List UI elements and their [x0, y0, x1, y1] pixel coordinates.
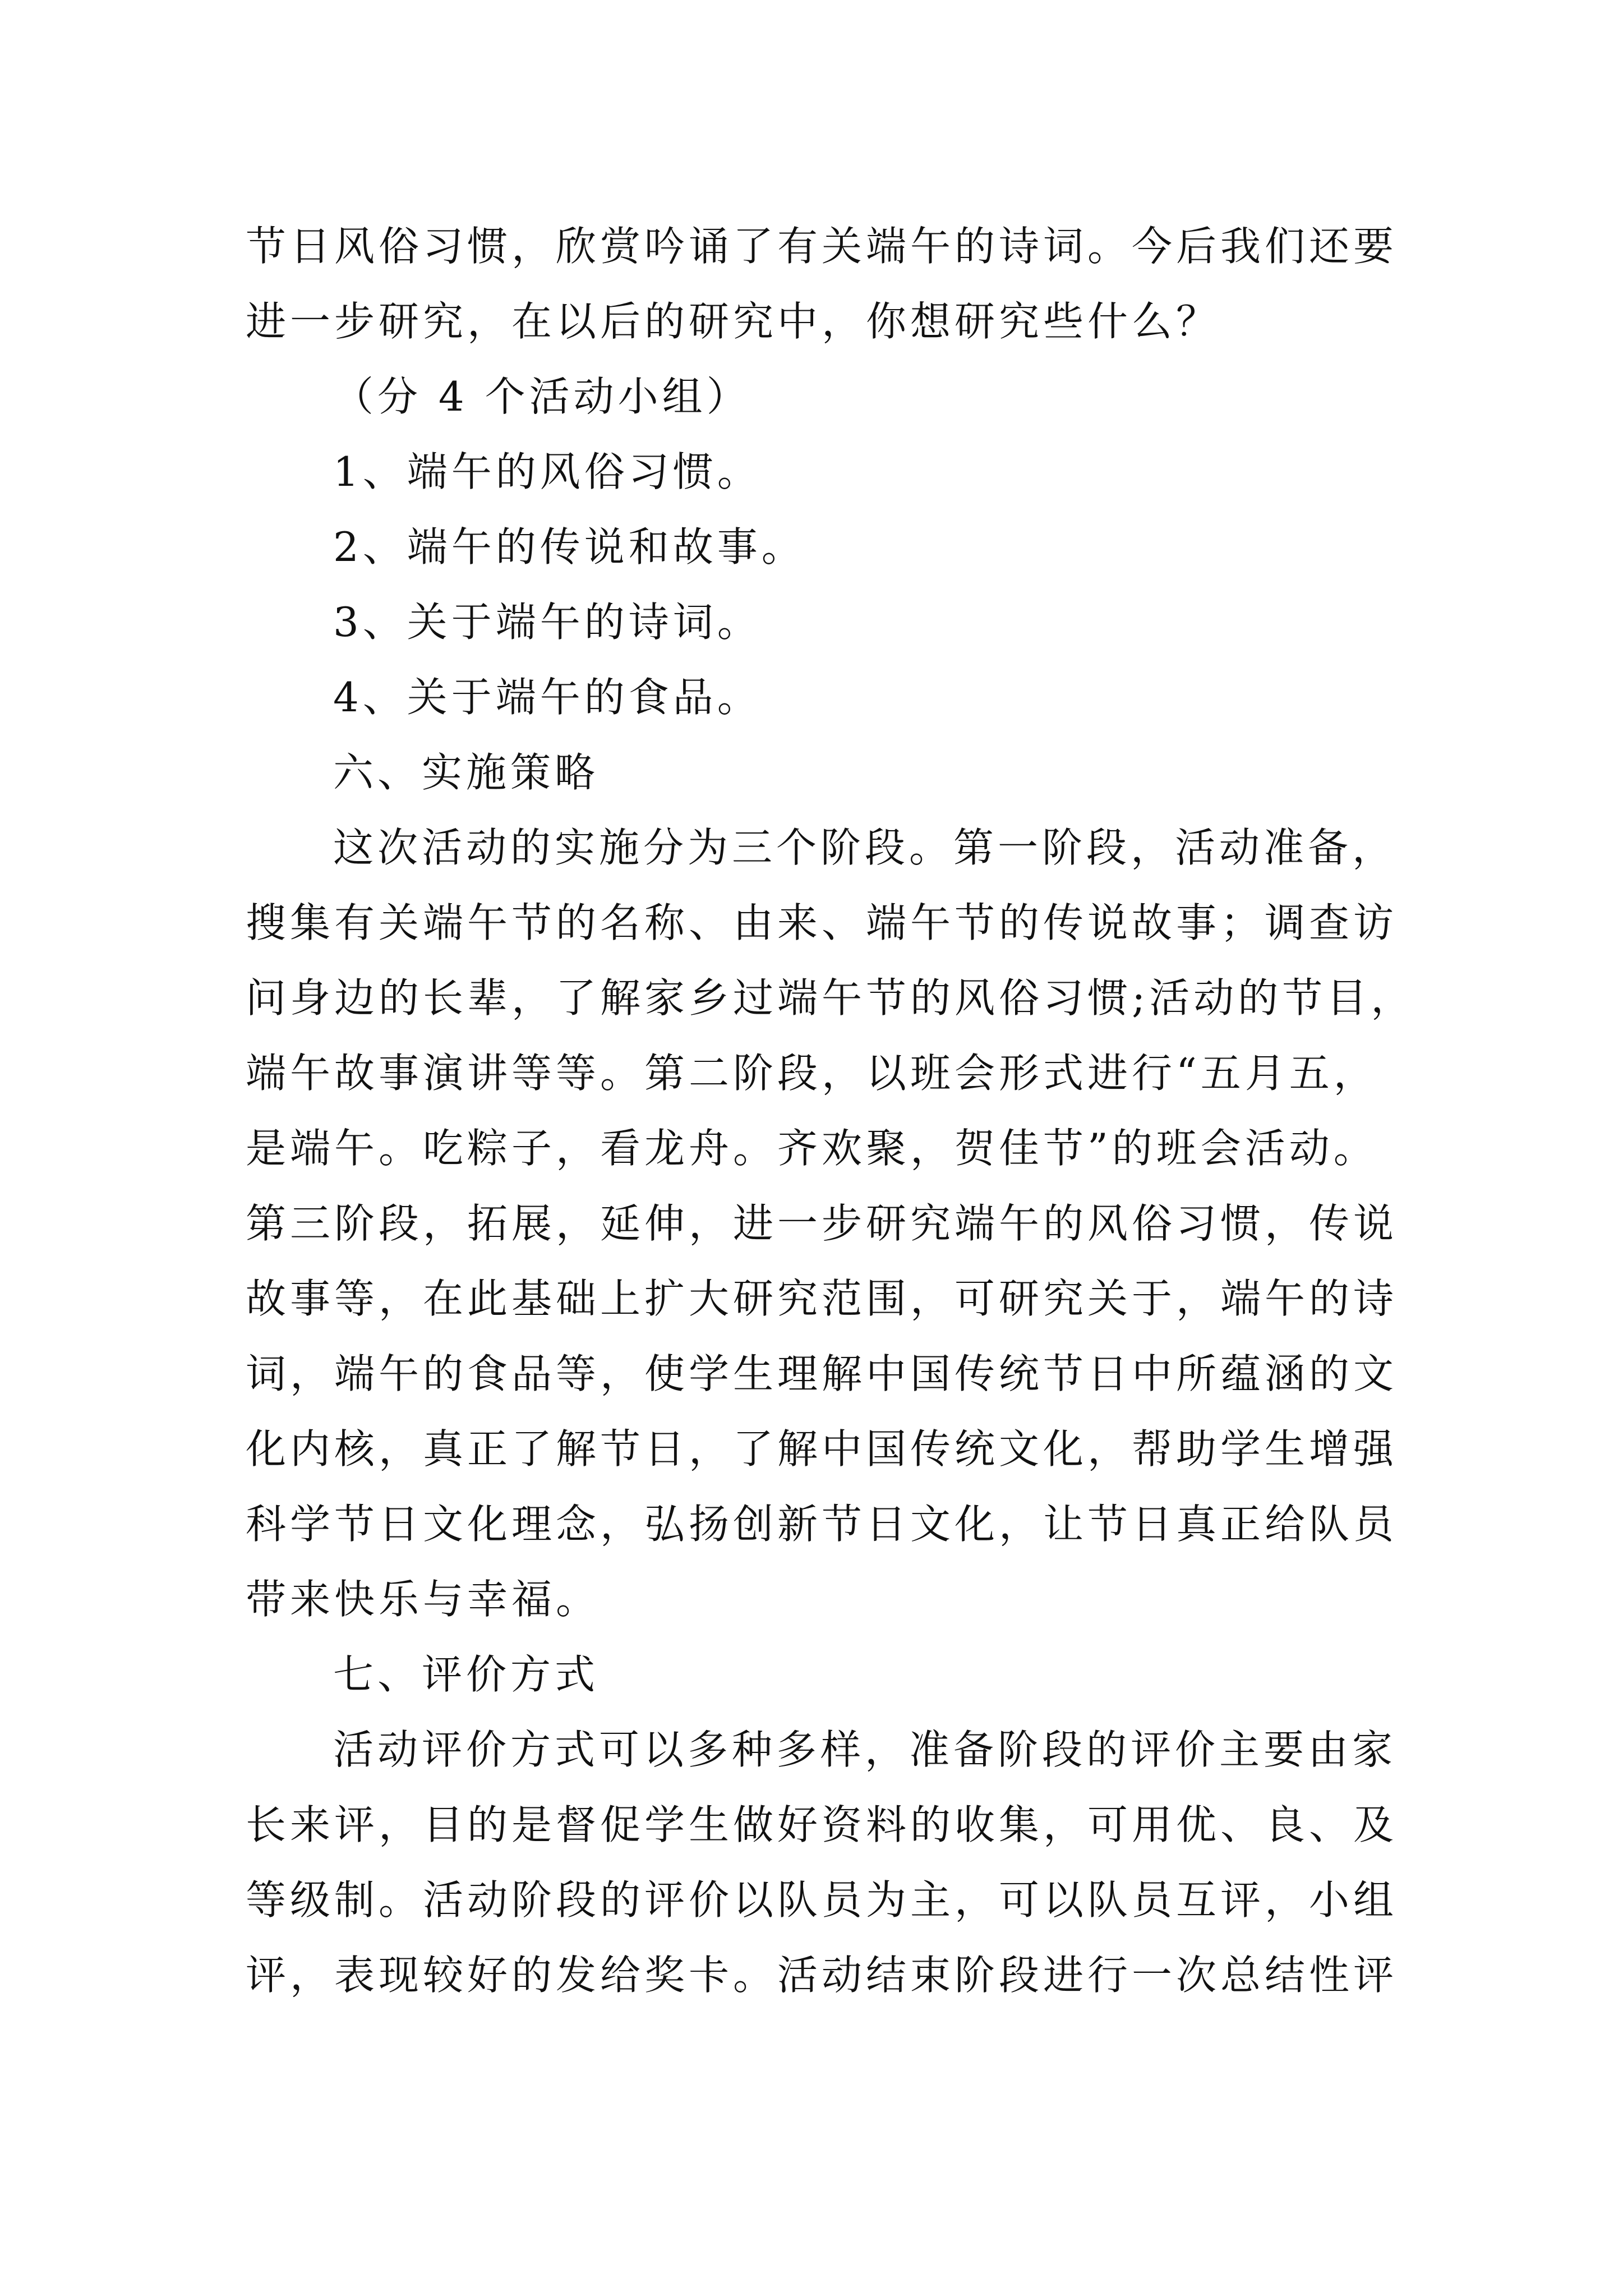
document-body	[246, 209, 1415, 2013]
paragraph-line: 长来评，目的是督促学生做好资料的收集，可用优、良、及	[246, 1801, 1398, 1848]
paragraph-line: 问身边的长辈，了解家乡过端午节的风俗习惯;活动的节目，	[246, 974, 1415, 1022]
paragraph-line: 评，表现较好的发给奖卡。活动结束阶段进行一次总结性评	[246, 1952, 1398, 1999]
paragraph-line: 是端午。吃粽子，看龙舟。齐欢聚，贺佳节”的班会活动。	[246, 1125, 1378, 1172]
paragraph-line: 这次活动的实施分为三个阶段。第一阶段，活动准备，	[333, 824, 1397, 871]
paragraph-line: 节日风俗习惯，欣赏吟诵了有关端午的诗词。今后我们还要	[246, 223, 1398, 270]
paragraph-line: 搜集有关端午节的名称、由来、端午节的传说故事；调查访	[246, 899, 1398, 946]
paragraph-line: 故事等，在此基础上扩大研究范围，可研究关于，端午的诗	[246, 1275, 1398, 1322]
paragraph-line: 科学节日文化理念，弘扬创新节日文化，让节日真正给队员	[246, 1501, 1398, 1548]
group-intro: （分 4 个活动小组）	[333, 373, 751, 420]
paragraph-line: 第三阶段，拓展，延伸，进一步研究端午的风俗习惯，传说	[246, 1200, 1398, 1247]
paragraph-line: 化内核，真正了解节日，了解中国传统文化，帮助学生增强	[246, 1425, 1398, 1473]
paragraph-line: 词，端午的食品等，使学生理解中国传统节日中所蕴涵的文	[246, 1350, 1398, 1397]
list-item: 3、关于端午的诗词。	[333, 599, 762, 646]
paragraph-line: 带来快乐与幸福。	[246, 1576, 601, 1623]
paragraph-line: 活动评价方式可以多种多样，准备阶段的评价主要由家	[333, 1726, 1397, 1773]
list-item: 2、端午的传说和故事。	[333, 523, 806, 570]
list-item: 1、端午的风俗习惯。	[333, 448, 762, 495]
paragraph-line: 进一步研究，在以后的研究中，你想研究些什么？	[246, 298, 1221, 345]
paragraph-line: 等级制。活动阶段的评价以队员为主，可以队员互评，小组	[246, 1876, 1398, 1924]
section-heading: 六、实施策略	[333, 749, 600, 796]
list-item: 4、关于端午的食品。	[333, 674, 762, 721]
section-heading: 七、评价方式	[333, 1651, 600, 1698]
paragraph-line: 端午故事演讲等等。第二阶段，以班会形式进行“五月五，	[246, 1050, 1378, 1097]
